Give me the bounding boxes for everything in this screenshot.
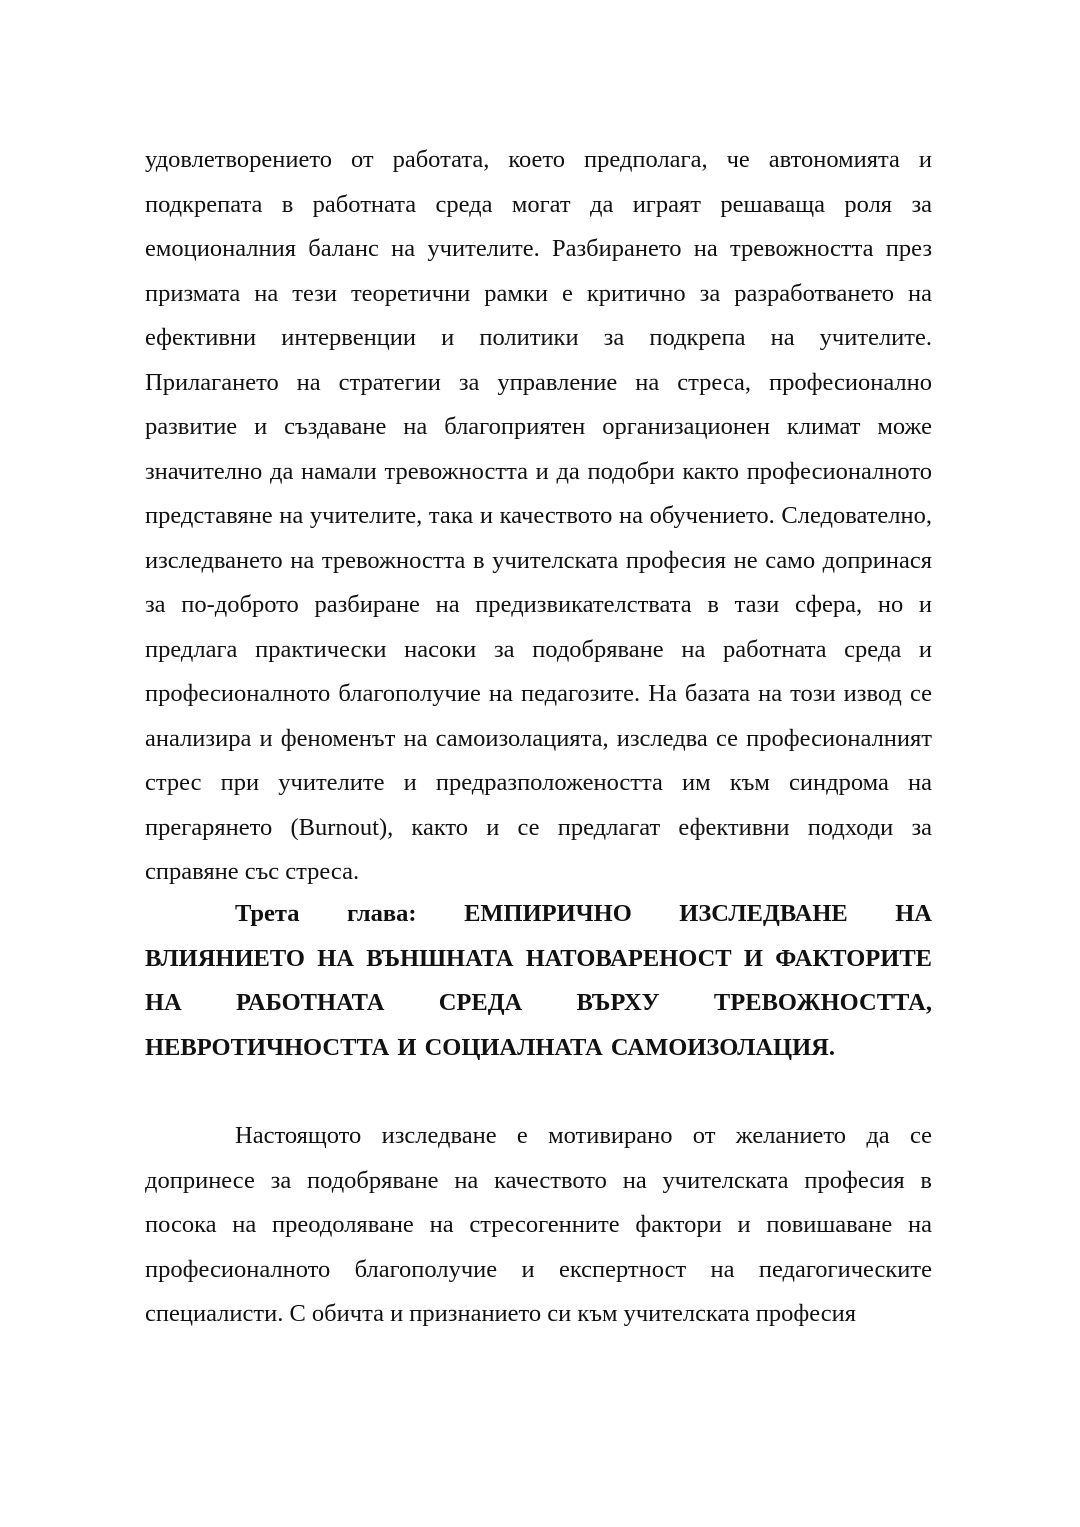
body-paragraph-2: Настоящото изследване е мотивирано от желанието да се допринесе за подобряване на качеството на учителската професия в посока на преодоляване на стресогенните фактори и повишаване на професионалното благополучие и експертност на педагогическите специалисти. С обичта и признанието си към учителската професия	[145, 1122, 932, 1327]
chapter-heading: Трета глава: ЕМПИРИЧНО ИЗСЛЕДВАНЕ НА ВЛИЯНИЕТО НА ВЪНШНАТА НАТОВАРЕНОСТ И ФАКТОРИТЕ НА РАБОТНАТА СРЕДА ВЪРХУ ТРЕВОЖНОСТТА, НЕВРОТИЧНОСТТА И СОЦИАЛНАТА САМОИЗОЛАЦИЯ.	[145, 900, 932, 1061]
body-paragraph-1: удовлетворението от работата, което предполага, че автономията и подкрепата в работната среда могат да играят решаваща роля за емоционалния баланс на учителите. Разбирането на тревожността през призмата на тези теоретични рамки е критично за разработването на ефективни интервенции и политики за подкрепа на учителите. Прилагането на стратегии за управление на стреса, професионално развитие и създаване на благоприятен организационен климат може значително да намали тревожността и да подобри както професионалното представяне на учителите, така и качеството на обучението. Следователно, изследването на тревожността в учителската професия не само допринася за по-доброто разбиране на предизвикателствата в тази сфера, но и предлага практически насоки за подобряване на работната среда и професионалното благополучие на педагозите. На базата на този извод се анализира и феноменът на самоизолацията, изследва се професионалният стрес при учителите и предразположеността им към синдрома на прегарянето (Burnout), както и се предлагат ефективни подходи за справяне със стреса.	[145, 146, 932, 885]
